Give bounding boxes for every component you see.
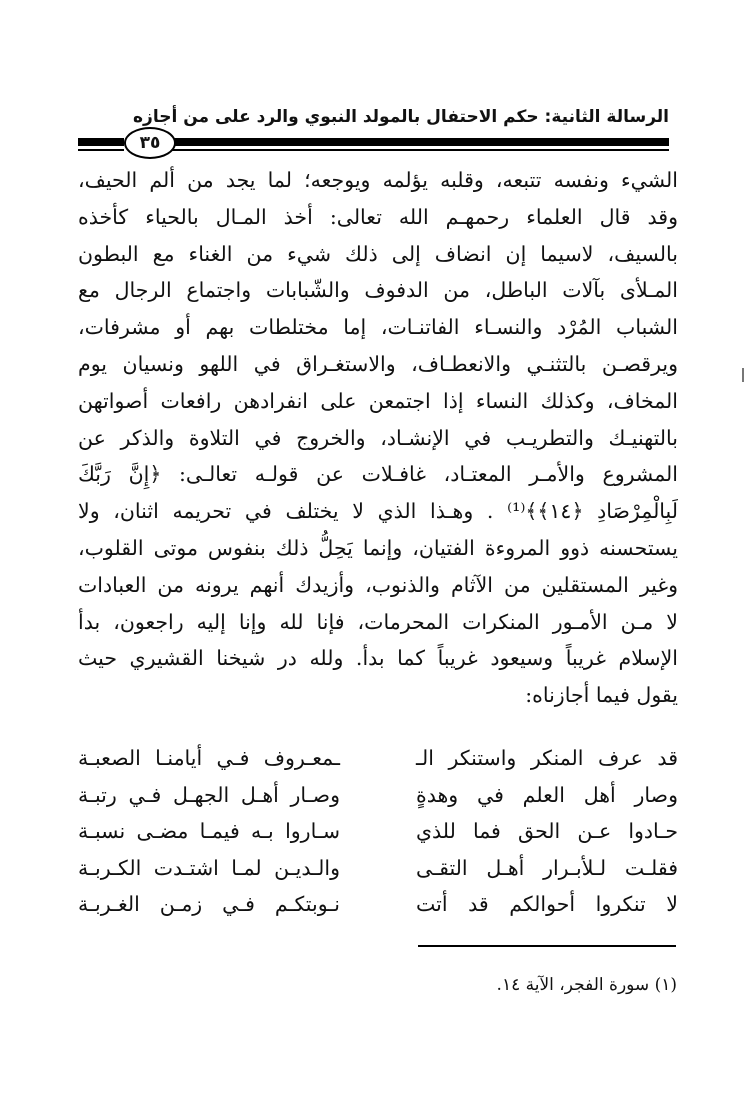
footnote-separator xyxy=(418,945,676,947)
page-number: ٣٥ xyxy=(124,127,176,159)
poem-second-hemistich: نـوبتكـم فـي زمـن الغـربـة xyxy=(78,892,340,917)
body-line: المـلأى بآلات الباطل، من الدفوف والشّبابات واجتماع الرجال مع xyxy=(78,278,678,303)
body-line: ويرقصـن بالتثنـي والانعطـاف، والاستغـراق في اللهو ونسيان يوم xyxy=(78,351,678,376)
poem-second-hemistich: ـمعـروف فـي أيامنـا الصعبـة xyxy=(78,746,340,770)
body-line: يستحسنه ذوو المروءة الفتيان، وإنما يَحِلُّ ذلك بنفوس موتى القلوب، xyxy=(78,535,678,560)
body-line: لَبِالْمِرْصَادِ ﴿١٤﴾﴾⁽¹⁾ . وهـذا الذي لا يختلف في تحريمه اثنان، ولا xyxy=(78,499,678,524)
body-line: لا مـن الأمـور المنكرات المحرمات، فإنا لله وإنا إليه راجعون، بدأ xyxy=(78,609,678,634)
body-line: الشباب المُرْد والنسـاء الفاتنـات، إما مختلطات بهم أو مشرفات، xyxy=(78,315,678,340)
poem-verse xyxy=(78,850,678,887)
body-line: بالسيف، لاسيما إن انضاف إلى ذلك شيء من الغناء مع البطون xyxy=(78,241,678,266)
poem-verse xyxy=(78,886,678,923)
poem-second-hemistich: وصـار أهـل الجهـل فـي رتبـة xyxy=(78,782,340,807)
body-line: يقول فيما أجازناه: xyxy=(525,683,678,708)
footnote: (١) سورة الفجر، الآية ١٤. xyxy=(496,975,677,995)
poem-first-hemistich: قد عرف المنكر واستنكر الـ xyxy=(416,746,678,770)
poem-second-hemistich: سـاروا بـه فيمـا مضـى نسبـة xyxy=(78,819,340,844)
poem-first-hemistich: وصار أهل العلم في وهدةٍ xyxy=(416,782,678,807)
body-line: المخاف، وكذلك النساء إذا اجتمعن على انفرادهن رافعات أصواتهن xyxy=(78,388,678,413)
header-rule-thick-left xyxy=(78,138,124,146)
poem-verse xyxy=(78,740,678,777)
poem-second-hemistich: والـديـن لمـا اشتـدت الكـربـة xyxy=(78,855,340,880)
poem-verse xyxy=(78,813,678,850)
body-line: بالتهنيـك والتطريـب في الإنشـاد، والخروج في التلاوة والذكر عن xyxy=(78,425,678,450)
body-line: الشيء ونفسه تتبعه، وقلبه يؤلمه ويوجعه؛ لما يجد من ألم الحيف، xyxy=(78,168,678,192)
body-line: وغير المستقلين من الآثام والذنوب، وأزيدك أنهم يرونه من العبادات xyxy=(78,572,678,597)
body-line: المشروع والأمـر المعتـاد، غافـلات عن قولـه تعالـى: ﴿إِنَّ رَبَّكَ xyxy=(78,462,678,487)
poem-first-hemistich: حـادوا عـن الحق فما للذي xyxy=(416,819,678,844)
header-rule-thin-left xyxy=(78,149,124,151)
body-line: وقد قال العلماء رحمهـم الله تعالى: أخذ المـال بالحياء كأخذه xyxy=(78,204,678,229)
header-rule-thick-right xyxy=(172,138,669,146)
body-text xyxy=(78,162,678,714)
scan-edge-mark xyxy=(742,368,744,382)
poem-first-hemistich: لا تنكروا أحوالكم قد أتت xyxy=(416,892,678,917)
running-header-title: الرسالة الثانية: حكم الاحتفال بالمولد النبوي والرد على من أجازه xyxy=(133,107,669,127)
poem-first-hemistich: فقلـت لـلأبـرار أهـل التقـى xyxy=(416,855,678,880)
poem xyxy=(78,740,678,923)
poem-verse xyxy=(78,777,678,814)
header-rule-thin-right xyxy=(172,149,669,151)
body-line: الإسلام غريباً وسيعود غريباً كما بدأ. ولله در شيخنا القشيري حيث xyxy=(78,646,678,671)
